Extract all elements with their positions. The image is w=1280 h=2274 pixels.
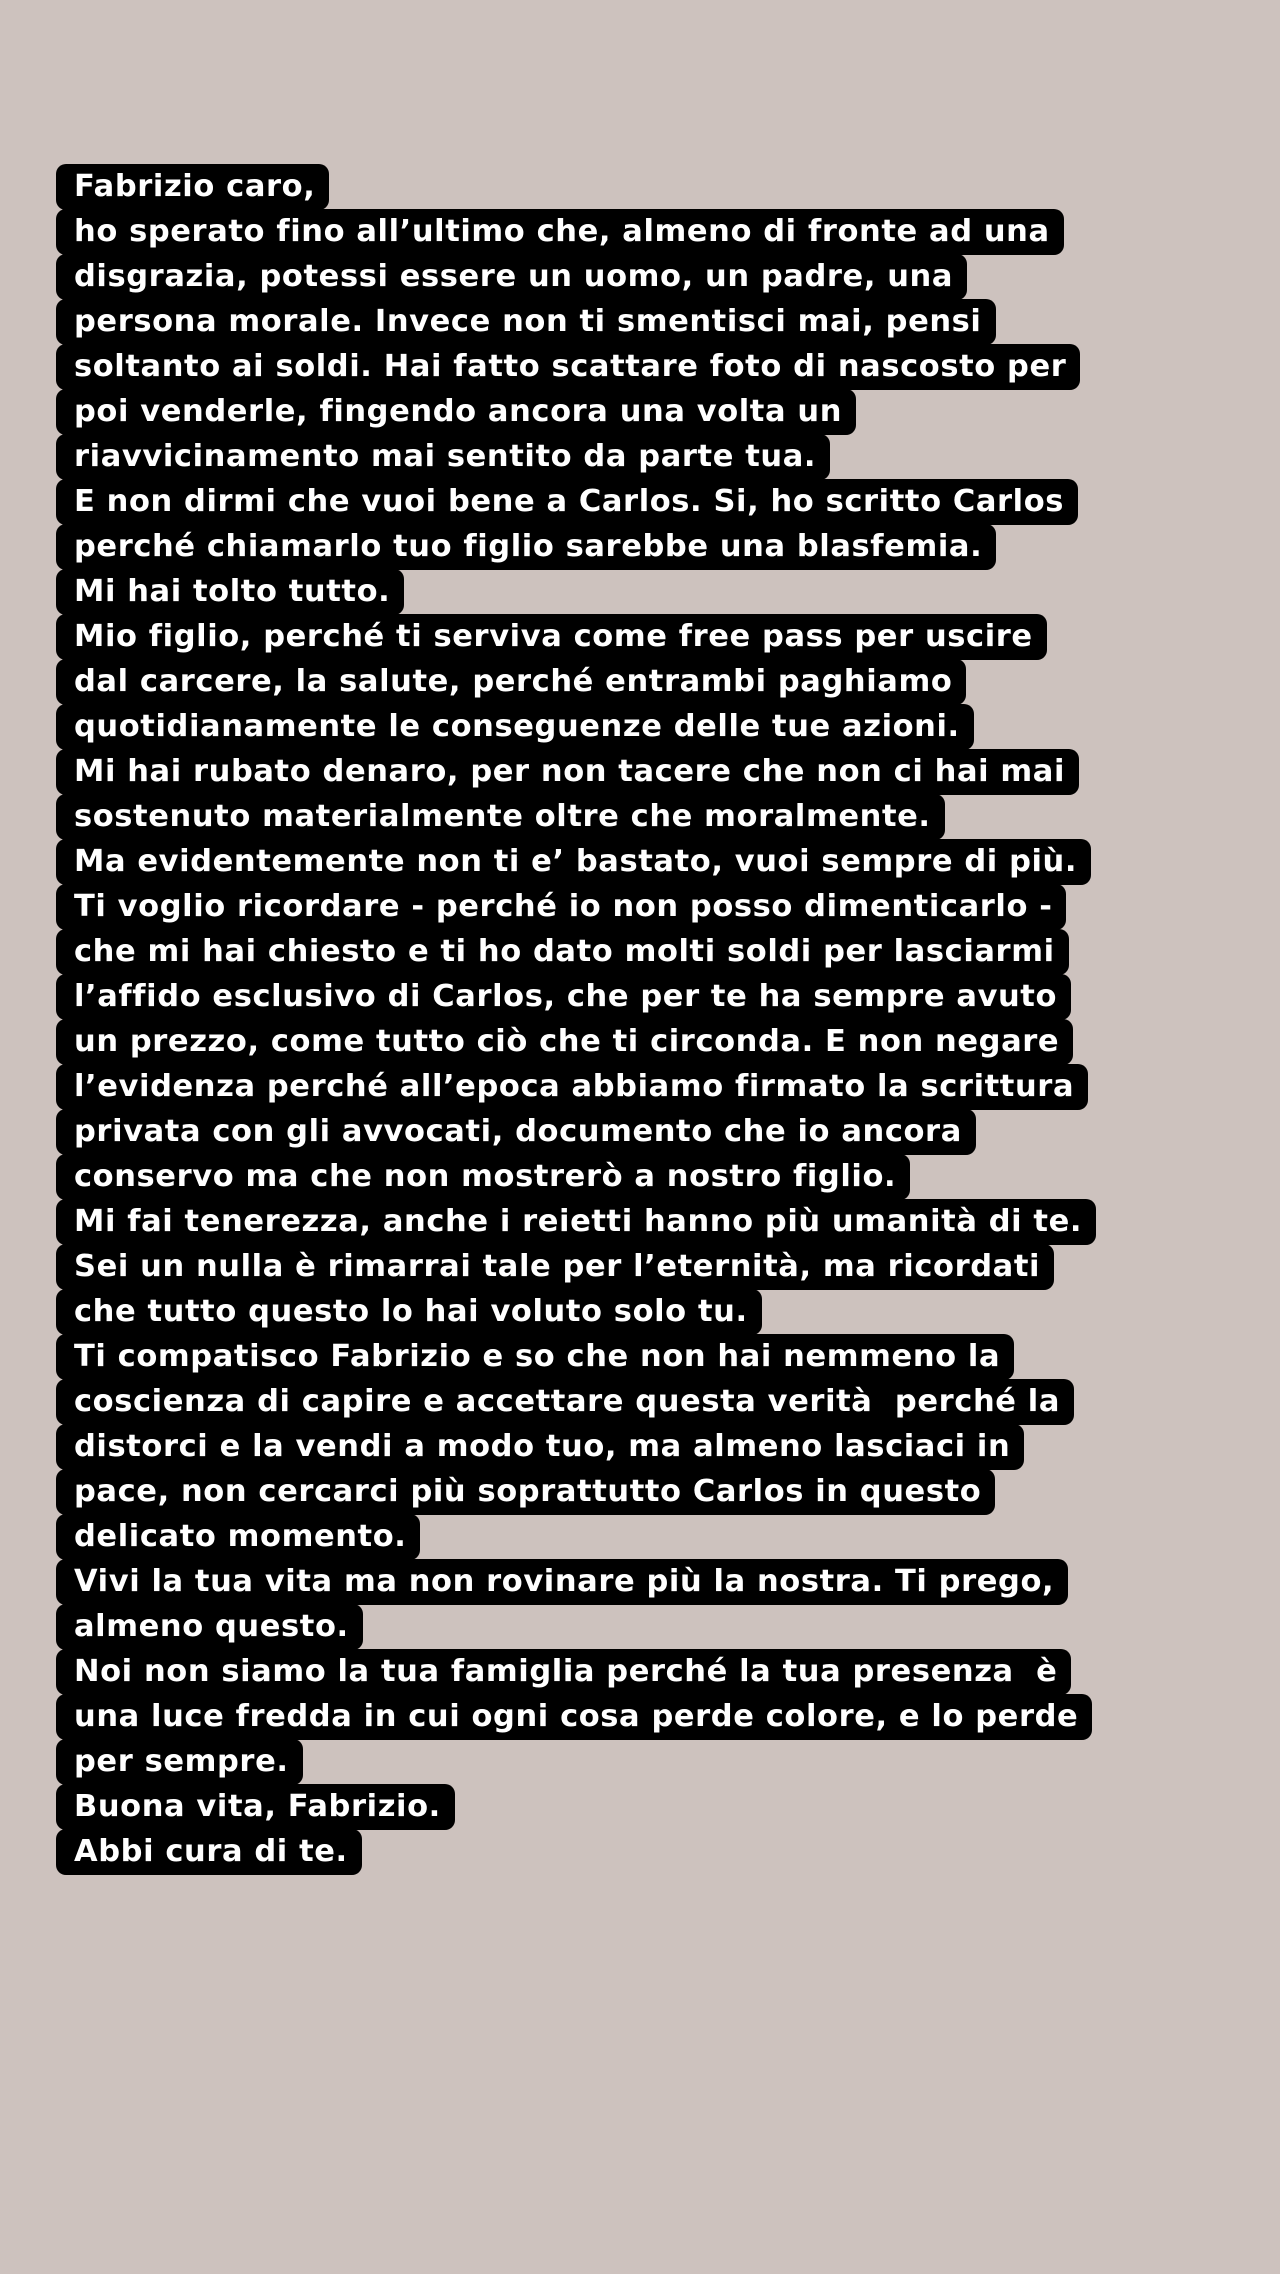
- story-line-text: privata con gli avvocati, documento che io ancora: [56, 1109, 976, 1155]
- story-line: [74, 1334, 1274, 1379]
- story-line-text: ho sperato fino all’ultimo che, almeno di fronte ad una: [56, 209, 1064, 255]
- story-line: [74, 1019, 1274, 1064]
- story-line-text: l’evidenza perché all’epoca abbiamo firmato la scrittura: [56, 1064, 1088, 1110]
- story-line-text: pace, non cercarci più soprattutto Carlos in questo: [56, 1469, 995, 1515]
- story-line-text: Mi fai tenerezza, anche i reietti hanno più umanità di te.: [56, 1199, 1096, 1245]
- story-line: [74, 1064, 1274, 1109]
- story-line-text: Buona vita, Fabrizio.: [56, 1784, 455, 1830]
- story-line: [74, 1784, 1274, 1829]
- story-line: [74, 1694, 1274, 1739]
- story-line: [74, 929, 1274, 974]
- story-line: [74, 1109, 1274, 1154]
- story-line-text: E non dirmi che vuoi bene a Carlos. Si, ho scritto Carlos: [56, 479, 1078, 525]
- story-line-text: quotidianamente le conseguenze delle tue azioni.: [56, 704, 974, 750]
- story-line: [74, 1379, 1274, 1424]
- story-line-text: persona morale. Invece non ti smentisci mai, pensi: [56, 299, 996, 345]
- story-line-text: dal carcere, la salute, perché entrambi paghiamo: [56, 659, 966, 705]
- story-line: [74, 209, 1274, 254]
- story-line: [74, 1244, 1274, 1289]
- story-line: [74, 884, 1274, 929]
- story-line-text: distorci e la vendi a modo tuo, ma almeno lasciaci in: [56, 1424, 1024, 1470]
- story-line-text: Mio figlio, perché ti serviva come free pass per uscire: [56, 614, 1047, 660]
- story-line: [74, 794, 1274, 839]
- story-line-text: un prezzo, come tutto ciò che ti circonda. E non negare: [56, 1019, 1073, 1065]
- story-line-text: almeno questo.: [56, 1604, 363, 1650]
- story-line: [74, 659, 1274, 704]
- story-line: [74, 1289, 1274, 1334]
- story-line-text: coscienza di capire e accettare questa verità perché la: [56, 1379, 1074, 1425]
- story-line: [74, 479, 1274, 524]
- story-line-text: disgrazia, potessi essere un uomo, un padre, una: [56, 254, 967, 300]
- story-line-text: soltanto ai soldi. Hai fatto scattare foto di nascosto per: [56, 344, 1080, 390]
- story-line: [74, 1199, 1274, 1244]
- story-line: [74, 164, 1274, 209]
- story-line-text: Ti voglio ricordare - perché io non posso dimenticarlo -: [56, 884, 1066, 930]
- story-line: [74, 1514, 1274, 1559]
- story-line: [74, 569, 1274, 614]
- story-line: [74, 1154, 1274, 1199]
- story-line-text: Mi hai rubato denaro, per non tacere che non ci hai mai: [56, 749, 1079, 795]
- story-line-text: una luce fredda in cui ogni cosa perde colore, e lo perde: [56, 1694, 1092, 1740]
- story-line: [74, 974, 1274, 1019]
- story-line: [74, 524, 1274, 569]
- story-line-text: che mi hai chiesto e ti ho dato molti soldi per lasciarmi: [56, 929, 1069, 975]
- story-line-text: riavvicinamento mai sentito da parte tua.: [56, 434, 830, 480]
- story-line-text: Vivi la tua vita ma non rovinare più la nostra. Ti prego,: [56, 1559, 1068, 1605]
- story-line: [74, 434, 1274, 479]
- story-line: [74, 344, 1274, 389]
- story-line: [74, 389, 1274, 434]
- story-line-text: delicato momento.: [56, 1514, 420, 1560]
- story-line: [74, 299, 1274, 344]
- story-line: [74, 704, 1274, 749]
- story-line-text: perché chiamarlo tuo figlio sarebbe una blasfemia.: [56, 524, 996, 570]
- story-line-text: Ti compatisco Fabrizio e so che non hai nemmeno la: [56, 1334, 1014, 1380]
- story-line: [74, 1739, 1274, 1784]
- story-line: [74, 1649, 1274, 1694]
- story-line-text: Fabrizio caro,: [56, 164, 329, 210]
- story-line: [74, 1559, 1274, 1604]
- story-line-text: Ma evidentemente non ti e’ bastato, vuoi sempre di più.: [56, 839, 1091, 885]
- story-line-text: poi venderle, fingendo ancora una volta un: [56, 389, 856, 435]
- story-line: [74, 749, 1274, 794]
- story-line-text: conservo ma che non mostrerò a nostro figlio.: [56, 1154, 910, 1200]
- story-line: [74, 839, 1274, 884]
- story-line-text: Noi non siamo la tua famiglia perché la tua presenza è: [56, 1649, 1071, 1695]
- story-line: [74, 1469, 1274, 1514]
- story-line-text: Sei un nulla è rimarrai tale per l’eternità, ma ricordati: [56, 1244, 1054, 1290]
- story-line: [74, 254, 1274, 299]
- story-line-text: Abbi cura di te.: [56, 1829, 362, 1875]
- story-line-text: sostenuto materialmente oltre che moralmente.: [56, 794, 945, 840]
- story-line: [74, 614, 1274, 659]
- story-line-text: Mi hai tolto tutto.: [56, 569, 404, 615]
- story-line-text: l’affido esclusivo di Carlos, che per te ha sempre avuto: [56, 974, 1071, 1020]
- story-text-block: [74, 164, 1274, 1874]
- story-line: [74, 1829, 1274, 1874]
- story-line-text: che tutto questo lo hai voluto solo tu.: [56, 1289, 762, 1335]
- story-line: [74, 1604, 1274, 1649]
- story-line: [74, 1424, 1274, 1469]
- story-line-text: per sempre.: [56, 1739, 303, 1785]
